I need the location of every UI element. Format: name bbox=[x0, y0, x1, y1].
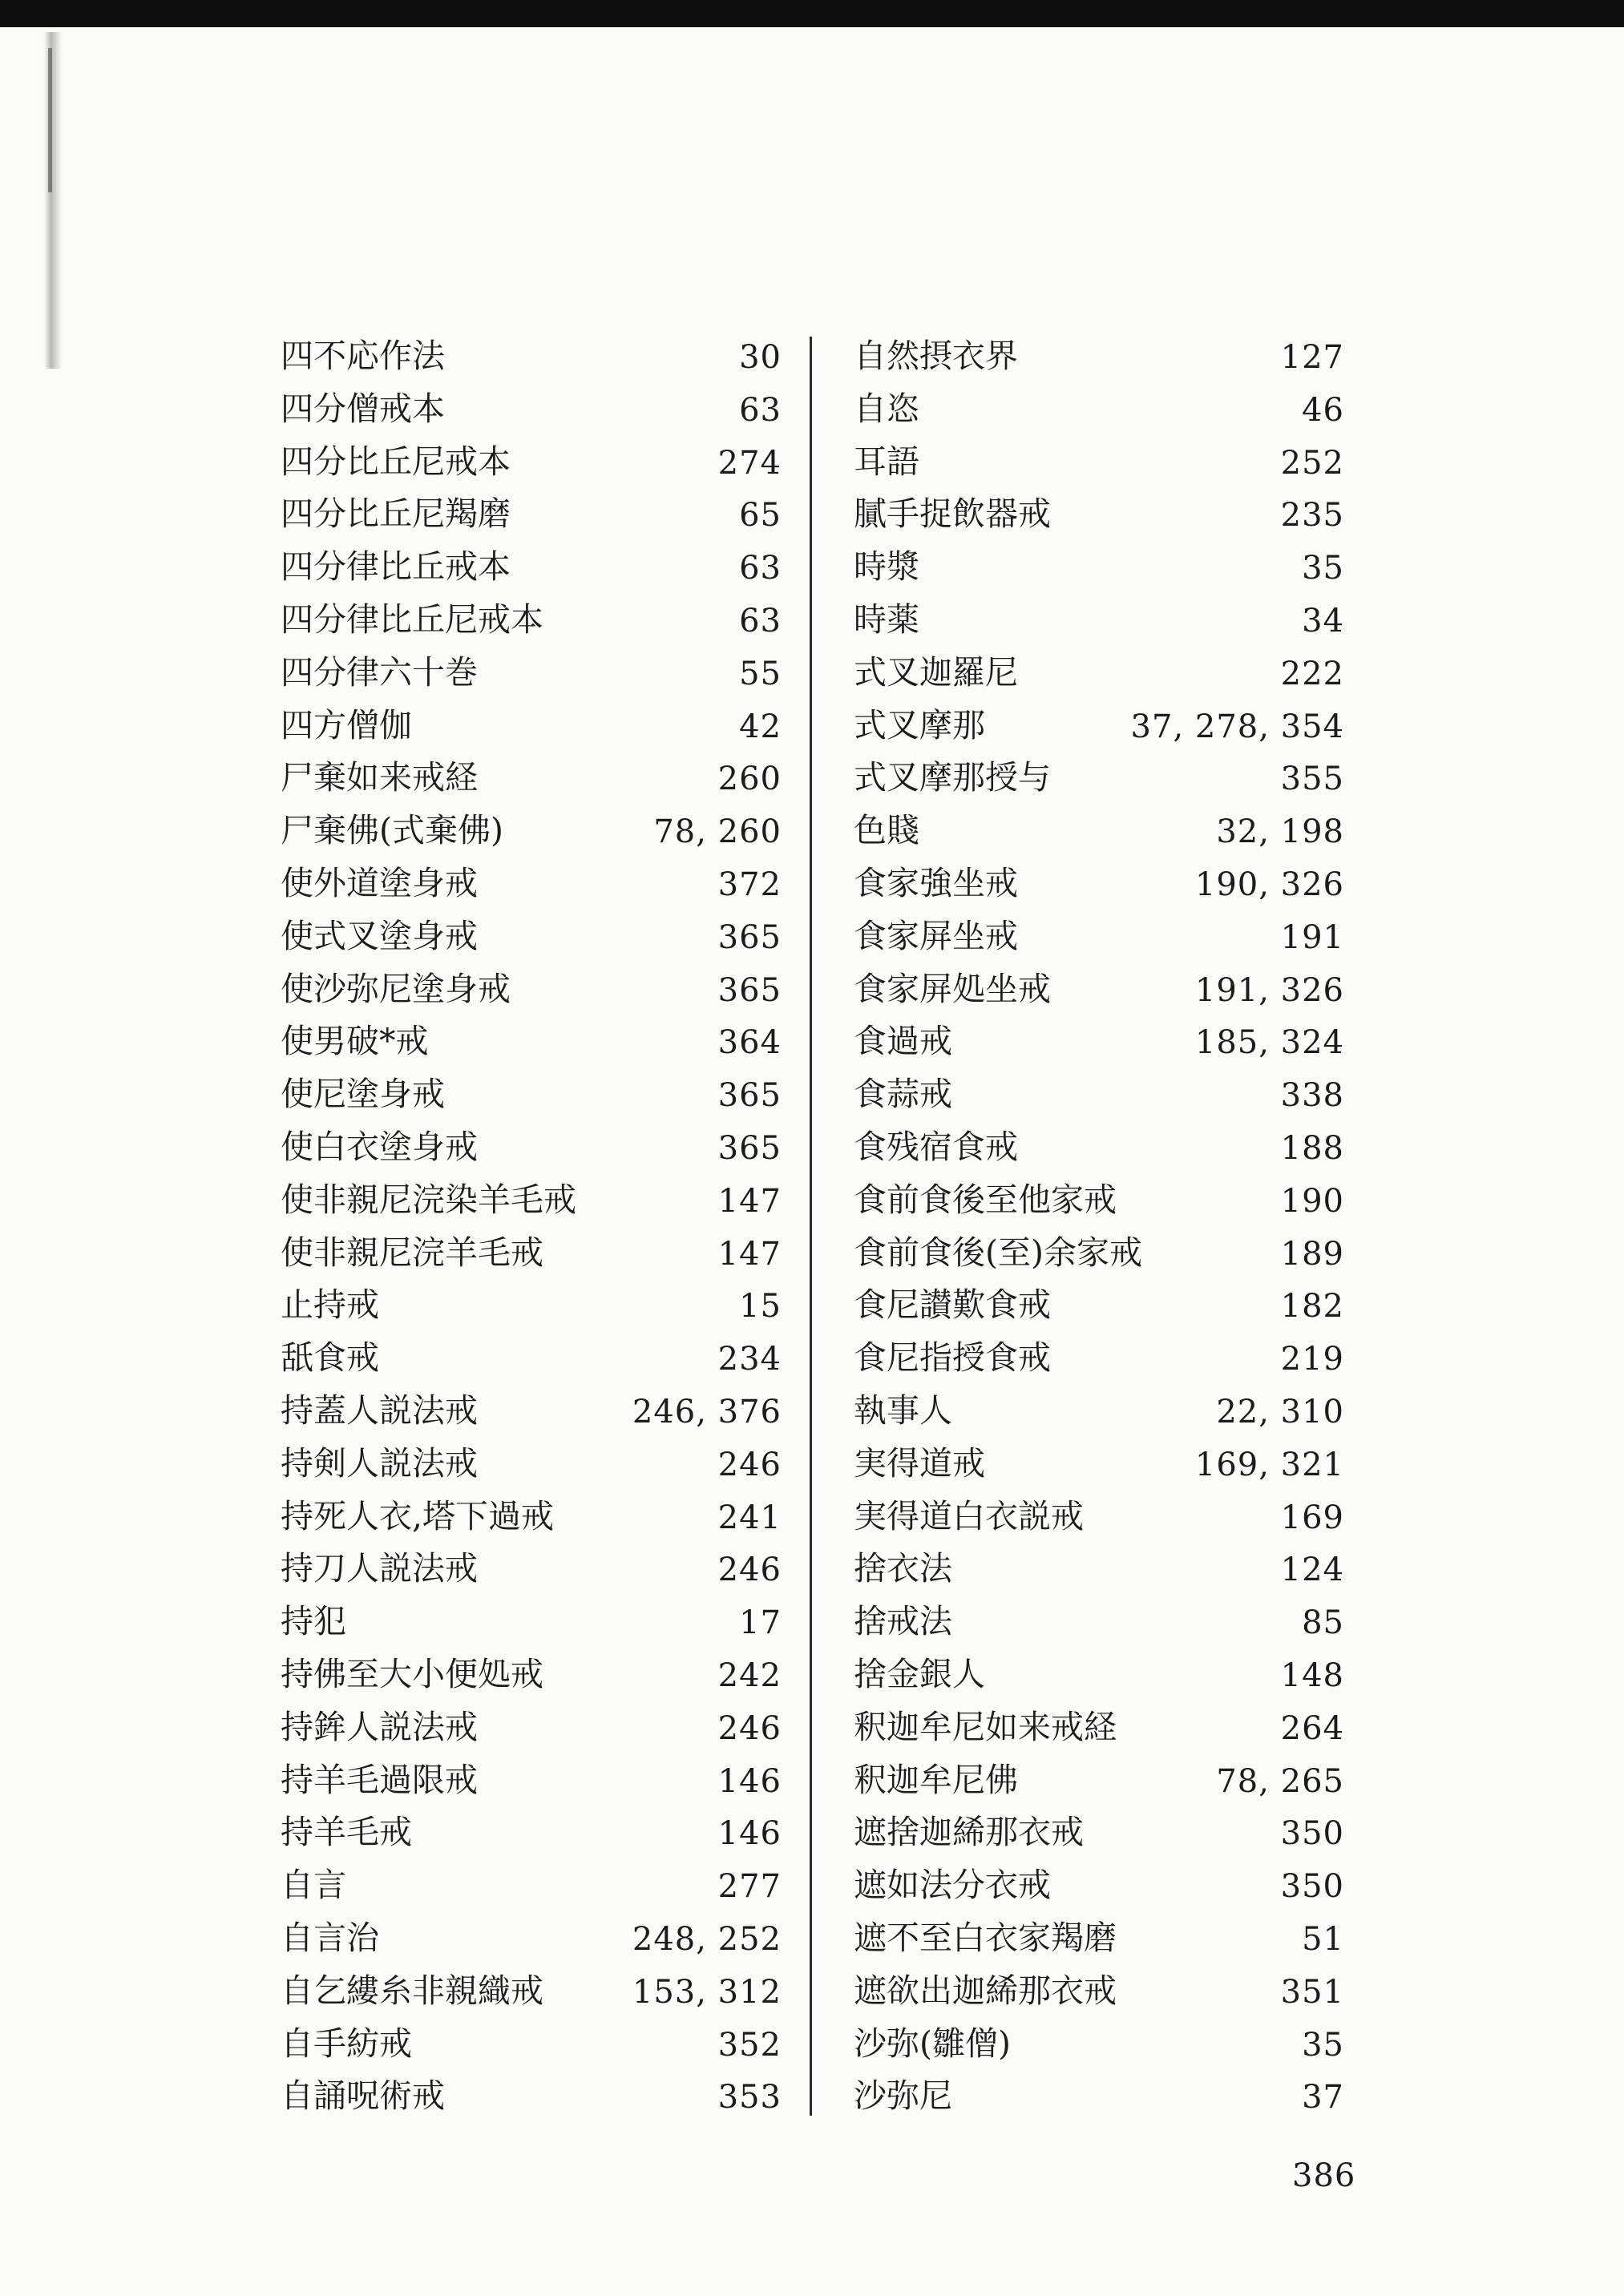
page-reference: 189 bbox=[1280, 1235, 1344, 1273]
index-entry bbox=[854, 1176, 1344, 1229]
index-term: 持死人衣,塔下過戒 bbox=[281, 1496, 555, 1535]
index-term: 食尼讃歎食戒 bbox=[854, 1285, 1051, 1325]
index-term: 四不応作法 bbox=[281, 337, 445, 375]
index-entry bbox=[854, 649, 1344, 702]
page-reference: 30 bbox=[739, 339, 782, 376]
page-reference: 153, 312 bbox=[632, 1973, 782, 2011]
index-entry bbox=[281, 1281, 782, 1334]
index-term: 自誦呪術戒 bbox=[281, 2076, 445, 2116]
page-reference: 124 bbox=[1280, 1552, 1344, 1589]
index-entry bbox=[281, 333, 782, 385]
index-term: 四分僧戒本 bbox=[281, 389, 445, 428]
index-term: 持羊毛過限戒 bbox=[281, 1760, 478, 1799]
index-column-right bbox=[854, 333, 1344, 2120]
index-entry bbox=[281, 702, 782, 755]
index-term: 四方僧伽 bbox=[281, 705, 412, 744]
index-term: 止持戒 bbox=[281, 1285, 379, 1325]
index-entry bbox=[854, 333, 1344, 385]
index-entry bbox=[854, 754, 1344, 807]
page-reference: 63 bbox=[739, 550, 782, 587]
index-entry bbox=[854, 596, 1344, 649]
index-entry bbox=[854, 1124, 1344, 1176]
index-entry bbox=[281, 1545, 782, 1598]
index-term: 食尼指授食戒 bbox=[854, 1338, 1051, 1378]
index-entry bbox=[854, 1229, 1344, 1282]
index-entry bbox=[281, 1334, 782, 1387]
index-entry bbox=[854, 1018, 1344, 1071]
index-term: 捨衣法 bbox=[854, 1549, 952, 1588]
index-entry bbox=[854, 1915, 1344, 1967]
index-entry bbox=[281, 1440, 782, 1493]
index-entry bbox=[281, 2020, 782, 2073]
index-term: 執事人 bbox=[854, 1390, 952, 1430]
index-term: 自乞縷糸非親織戒 bbox=[281, 1971, 543, 2010]
page-reference: 246 bbox=[717, 1446, 782, 1483]
page-reference: 185, 324 bbox=[1194, 1024, 1344, 1062]
index-entry bbox=[281, 1862, 782, 1915]
index-column-left bbox=[281, 333, 782, 2120]
index-term: 食家屏処坐戒 bbox=[854, 969, 1051, 1008]
index-entry bbox=[281, 649, 782, 702]
index-term: 四分比丘尼羯磨 bbox=[281, 494, 511, 534]
index-entry bbox=[281, 543, 782, 596]
page-reference: 147 bbox=[717, 1182, 782, 1220]
index-term: 実得道白衣説戒 bbox=[854, 1496, 1084, 1535]
index-term: 式叉摩那授与 bbox=[854, 758, 1051, 797]
page-reference: 355 bbox=[1280, 761, 1344, 798]
index-term: 捨戒法 bbox=[854, 1602, 952, 1641]
page-reference: 264 bbox=[1280, 1709, 1344, 1747]
page-reference: 35 bbox=[1302, 2026, 1344, 2064]
index-term: 遮如法分衣戒 bbox=[854, 1866, 1051, 1905]
page-number: 386 bbox=[1292, 2157, 1356, 2194]
index-entry bbox=[854, 1651, 1344, 1704]
index-entry bbox=[281, 1071, 782, 1124]
page-reference: 191 bbox=[1280, 918, 1344, 956]
page-reference: 146 bbox=[717, 1762, 782, 1800]
index-entry bbox=[281, 1757, 782, 1810]
index-term: 沙弥(雛僧) bbox=[854, 2024, 1011, 2063]
index-entry bbox=[854, 438, 1344, 491]
index-entry bbox=[281, 1809, 782, 1862]
page-reference: 246, 376 bbox=[632, 1393, 782, 1430]
page-reference: 17 bbox=[739, 1604, 782, 1642]
page-reference: 169, 321 bbox=[1194, 1446, 1344, 1483]
page-reference: 51 bbox=[1302, 1920, 1344, 1958]
index-entry bbox=[854, 1387, 1344, 1440]
index-term: 時薬 bbox=[854, 599, 919, 639]
page-reference: 365 bbox=[717, 918, 782, 956]
index-term: 持佛至大小便処戒 bbox=[281, 1654, 543, 1693]
page-reference: 235 bbox=[1280, 497, 1344, 535]
index-entry bbox=[281, 1176, 782, 1229]
index-term: 持犯 bbox=[281, 1602, 346, 1641]
index-term: 遮欲出迦絺那衣戒 bbox=[854, 1971, 1117, 2010]
page-reference: 32, 198 bbox=[1216, 813, 1344, 851]
index-entry bbox=[854, 543, 1344, 596]
index-term: 持羊毛戒 bbox=[281, 1813, 412, 1852]
page-reference: 147 bbox=[717, 1235, 782, 1273]
index-entry bbox=[854, 1071, 1344, 1124]
page-reference: 22, 310 bbox=[1216, 1393, 1344, 1430]
index-entry bbox=[854, 807, 1344, 860]
page-reference: 372 bbox=[717, 866, 782, 903]
page-reference: 242 bbox=[717, 1656, 782, 1694]
page-reference: 352 bbox=[717, 2026, 782, 2064]
index-term: 持蓋人説法戒 bbox=[281, 1390, 478, 1430]
index-entry bbox=[854, 966, 1344, 1019]
page-reference: 78, 260 bbox=[653, 813, 782, 851]
page-reference: 365 bbox=[717, 1077, 782, 1115]
index-entry bbox=[854, 2020, 1344, 2073]
index-entry bbox=[854, 1757, 1344, 1810]
index-entry bbox=[281, 1493, 782, 1546]
index-entry bbox=[281, 2072, 782, 2125]
index-entry bbox=[854, 1598, 1344, 1651]
index-entry bbox=[854, 1440, 1344, 1493]
page-reference: 35 bbox=[1302, 550, 1344, 587]
index-entry bbox=[854, 1809, 1344, 1862]
page-reference: 15 bbox=[739, 1288, 782, 1326]
index-term: 捨金銀人 bbox=[854, 1654, 985, 1693]
page-reference: 127 bbox=[1280, 339, 1344, 376]
index-term: 遮捨迦絺那衣戒 bbox=[854, 1813, 1084, 1852]
page-reference: 338 bbox=[1280, 1077, 1344, 1115]
page-reference: 188 bbox=[1280, 1129, 1344, 1167]
index-term: 自手紡戒 bbox=[281, 2024, 412, 2063]
index-term: 時漿 bbox=[854, 547, 919, 587]
page-reference: 169 bbox=[1280, 1499, 1344, 1536]
index-term: 式叉摩那 bbox=[854, 705, 985, 744]
index-term: 自然摂衣界 bbox=[854, 337, 1018, 375]
index-entry bbox=[281, 1651, 782, 1704]
index-term: 使白衣塗身戒 bbox=[281, 1127, 478, 1166]
page-reference: 190, 326 bbox=[1194, 866, 1344, 903]
index-term: 尸棄佛(式棄佛) bbox=[281, 811, 503, 850]
index-entry bbox=[281, 1387, 782, 1440]
index-term: 四分律比丘尼戒本 bbox=[281, 599, 543, 639]
index-entry bbox=[854, 1493, 1344, 1546]
index-term: 使式叉塗身戒 bbox=[281, 916, 478, 955]
page-reference: 34 bbox=[1302, 602, 1344, 640]
index-entry bbox=[854, 860, 1344, 913]
page-reference: 222 bbox=[1280, 655, 1344, 692]
index-term: 自恣 bbox=[854, 389, 919, 428]
index-entry bbox=[281, 596, 782, 649]
index-entry bbox=[854, 490, 1344, 543]
index-entry bbox=[854, 1545, 1344, 1598]
page-reference: 365 bbox=[717, 1129, 782, 1167]
index-term: 耳語 bbox=[854, 442, 919, 481]
page-reference: 274 bbox=[717, 444, 782, 482]
page-reference: 350 bbox=[1280, 1815, 1344, 1853]
index-term: 遮不至白衣家羯磨 bbox=[854, 1918, 1117, 1957]
index-entry bbox=[854, 2072, 1344, 2125]
index-term: 色賤 bbox=[854, 811, 919, 850]
page-reference: 246 bbox=[717, 1552, 782, 1589]
index-entry bbox=[854, 913, 1344, 966]
page-reference: 252 bbox=[1280, 444, 1344, 482]
index-term: 持剣人説法戒 bbox=[281, 1443, 478, 1483]
index-term: 沙弥尼 bbox=[854, 2076, 952, 2116]
index-entry bbox=[281, 385, 782, 438]
page-reference: 353 bbox=[717, 2079, 782, 2116]
page-reference: 63 bbox=[739, 391, 782, 429]
index-entry bbox=[281, 754, 782, 807]
index-entry bbox=[854, 1967, 1344, 2020]
index-entry bbox=[281, 438, 782, 491]
page-reference: 37 bbox=[1302, 2079, 1344, 2116]
index-term: 食家屏坐戒 bbox=[854, 916, 1018, 955]
index-entry bbox=[281, 1915, 782, 1967]
index-term: 食過戒 bbox=[854, 1022, 952, 1061]
page-reference: 85 bbox=[1302, 1604, 1344, 1642]
page-reference: 78, 265 bbox=[1216, 1762, 1344, 1800]
index-term: 持鉾人説法戒 bbox=[281, 1707, 478, 1746]
page-reference: 37, 278, 354 bbox=[1130, 708, 1344, 745]
index-entry bbox=[281, 913, 782, 966]
index-entry bbox=[854, 385, 1344, 438]
scan-binding-mark bbox=[48, 48, 52, 192]
index-entry bbox=[854, 1334, 1344, 1387]
index-term: 食蒜戒 bbox=[854, 1075, 952, 1114]
page-reference: 146 bbox=[717, 1815, 782, 1853]
index-term: 食前食後(至)余家戒 bbox=[854, 1233, 1142, 1272]
index-term: 使沙弥尼塗身戒 bbox=[281, 969, 511, 1008]
page-reference: 148 bbox=[1280, 1656, 1344, 1694]
page-reference: 260 bbox=[717, 761, 782, 798]
index-entry bbox=[281, 1229, 782, 1282]
index-entry bbox=[281, 807, 782, 860]
page-reference: 191, 326 bbox=[1194, 971, 1344, 1009]
index-term: 膩手捉飲器戒 bbox=[854, 494, 1051, 534]
index-term: 釈迦牟尼佛 bbox=[854, 1760, 1018, 1799]
page-reference: 219 bbox=[1280, 1341, 1344, 1378]
index-term: 使非親尼浣羊毛戒 bbox=[281, 1233, 543, 1272]
index-entry bbox=[854, 1281, 1344, 1334]
index-term: 四分律六十巻 bbox=[281, 652, 478, 692]
index-term: 式叉迦羅尼 bbox=[854, 652, 1018, 692]
index-term: 食前食後至他家戒 bbox=[854, 1180, 1117, 1219]
page-reference: 350 bbox=[1280, 1868, 1344, 1906]
scan-left-edge-shadow bbox=[44, 32, 62, 369]
index-term: 釈迦牟尼如来戒経 bbox=[854, 1707, 1117, 1746]
page-reference: 55 bbox=[739, 655, 782, 692]
page-reference: 190 bbox=[1280, 1182, 1344, 1220]
index-term: 四分比丘尼戒本 bbox=[281, 442, 511, 481]
page-reference: 182 bbox=[1280, 1288, 1344, 1326]
page-reference: 234 bbox=[717, 1341, 782, 1378]
index-term: 食残宿食戒 bbox=[854, 1127, 1018, 1166]
index-entry bbox=[281, 1124, 782, 1176]
page-reference: 63 bbox=[739, 602, 782, 640]
index-entry bbox=[281, 1598, 782, 1651]
index-term: 四分律比丘戒本 bbox=[281, 547, 511, 587]
index-term: 使外道塗身戒 bbox=[281, 863, 478, 902]
index-term: 舐食戒 bbox=[281, 1338, 379, 1378]
index-entry bbox=[281, 860, 782, 913]
index-entry bbox=[281, 490, 782, 543]
index-term: 食家強坐戒 bbox=[854, 863, 1018, 902]
index-term: 使非親尼浣染羊毛戒 bbox=[281, 1180, 576, 1219]
index-term: 自言 bbox=[281, 1866, 346, 1905]
page-reference: 277 bbox=[717, 1868, 782, 1906]
index-entry bbox=[854, 702, 1344, 755]
index-term: 自言治 bbox=[281, 1918, 379, 1957]
page-reference: 364 bbox=[717, 1024, 782, 1062]
page-reference: 241 bbox=[717, 1499, 782, 1536]
page-reference: 46 bbox=[1302, 391, 1344, 429]
index-term: 使尼塗身戒 bbox=[281, 1075, 445, 1114]
page-reference: 42 bbox=[739, 708, 782, 745]
index-entry bbox=[854, 1704, 1344, 1757]
index-entry bbox=[281, 1967, 782, 2020]
column-divider bbox=[810, 337, 812, 2116]
page-reference: 351 bbox=[1280, 1973, 1344, 2011]
page-reference: 248, 252 bbox=[632, 1920, 782, 1958]
index-entry bbox=[281, 966, 782, 1019]
index-entry bbox=[281, 1704, 782, 1757]
index-entry bbox=[854, 1862, 1344, 1915]
index-term: 尸棄如来戒経 bbox=[281, 758, 478, 797]
page-reference: 365 bbox=[717, 971, 782, 1009]
page-reference: 65 bbox=[739, 497, 782, 535]
index-term: 使男破*戒 bbox=[281, 1022, 429, 1061]
index-term: 持刀人説法戒 bbox=[281, 1549, 478, 1588]
scan-top-border bbox=[0, 0, 1624, 27]
page-reference: 246 bbox=[717, 1709, 782, 1747]
index-term: 実得道戒 bbox=[854, 1443, 985, 1483]
index-entry bbox=[281, 1018, 782, 1071]
